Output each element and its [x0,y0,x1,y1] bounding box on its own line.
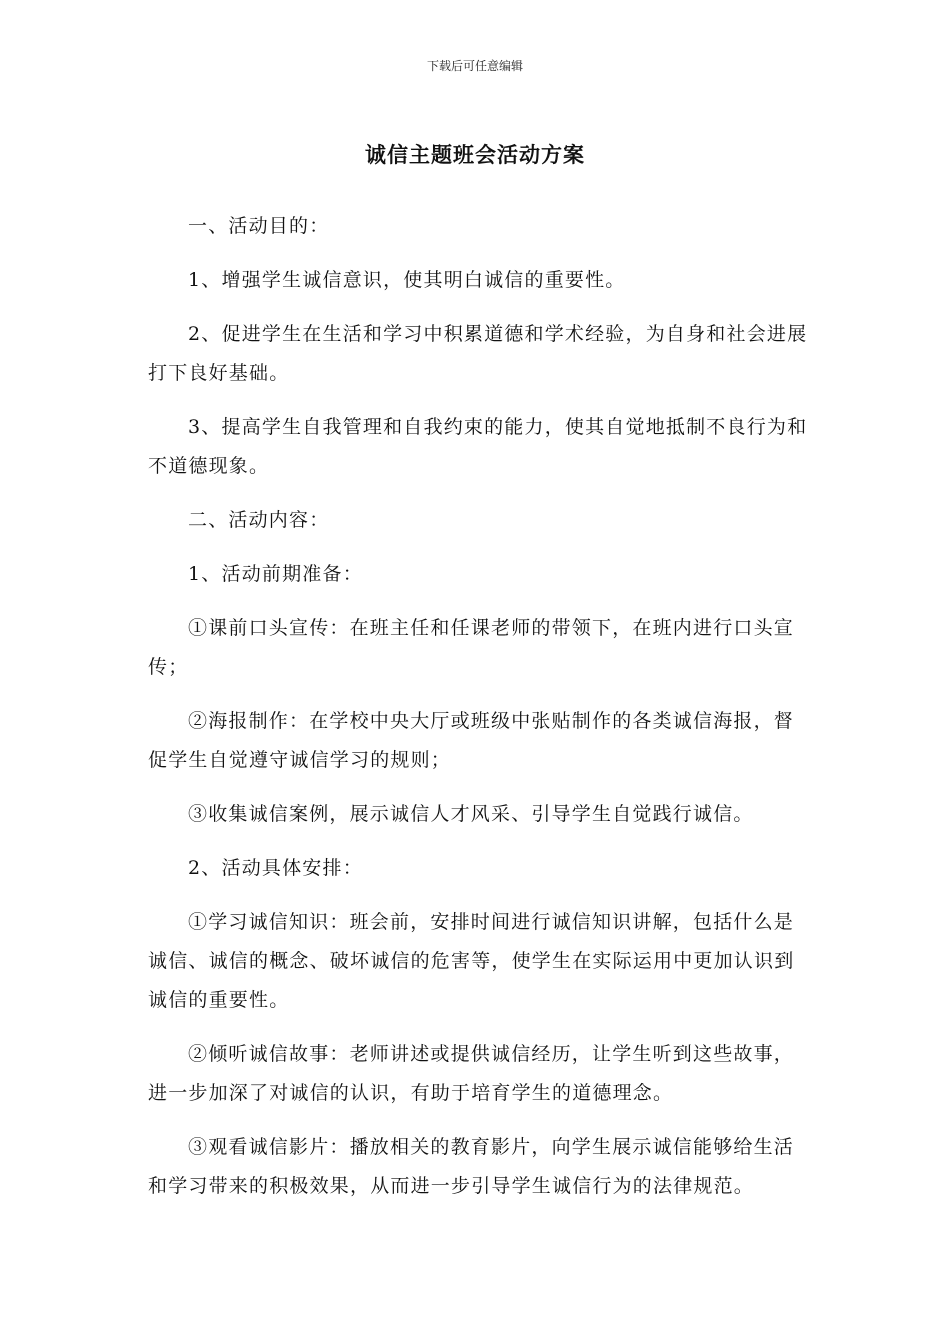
document-body [148,207,808,1221]
preparation-item-1: ①课前口头宣传：在班主任和任课老师的带领下，在班内进行口头宣传； [148,617,795,678]
heading-activity-content: 二、活动内容： [188,509,330,531]
document-title: 诚信主题班会活动方案 [365,143,585,167]
subheading-preparation: 1、活动前期准备： [188,563,363,585]
arrangement-item-1: ①学习诚信知识：班会前，安排时间进行诚信知识讲解，包括什么是诚信、诚信的概念、破坏诚信的危害等，使学生在实际运用中更加认识到诚信的重要性。 [148,911,795,1011]
header-note: 下载后可任意编辑 [426,59,523,73]
preparation-item-3: ③收集诚信案例，展示诚信人才风采、引导学生自觉践行诚信。 [188,803,754,825]
preparation-item-2: ②海报制作：在学校中央大厅或班级中张贴制作的各类诚信海报，督促学生自觉遵守诚信学习的规则； [148,710,795,771]
arrangement-item-2: ②倾听诚信故事：老师讲述或提供诚信经历，让学生听到这些故事，进一步加深了对诚信的认识，有助于培育学生的道德理念。 [148,1043,795,1104]
heading-activity-purpose: 一、活动目的： [188,215,330,237]
purpose-item-3: 3、提高学生自我管理和自我约束的能力，使其自觉地抵制不良行为和不道德现象。 [148,416,808,477]
subheading-arrangement: 2、活动具体安排： [188,857,363,879]
purpose-item-2: 2、促进学生在生活和学习中积累道德和学术经验，为自身和社会进展打下良好基础。 [148,323,808,384]
purpose-item-1: 1、增强学生诚信意识，使其明白诚信的重要性。 [188,269,626,291]
arrangement-item-3: ③观看诚信影片：播放相关的教育影片，向学生展示诚信能够给生活和学习带来的积极效果，从而进一步引导学生诚信行为的法律规范。 [148,1136,795,1197]
